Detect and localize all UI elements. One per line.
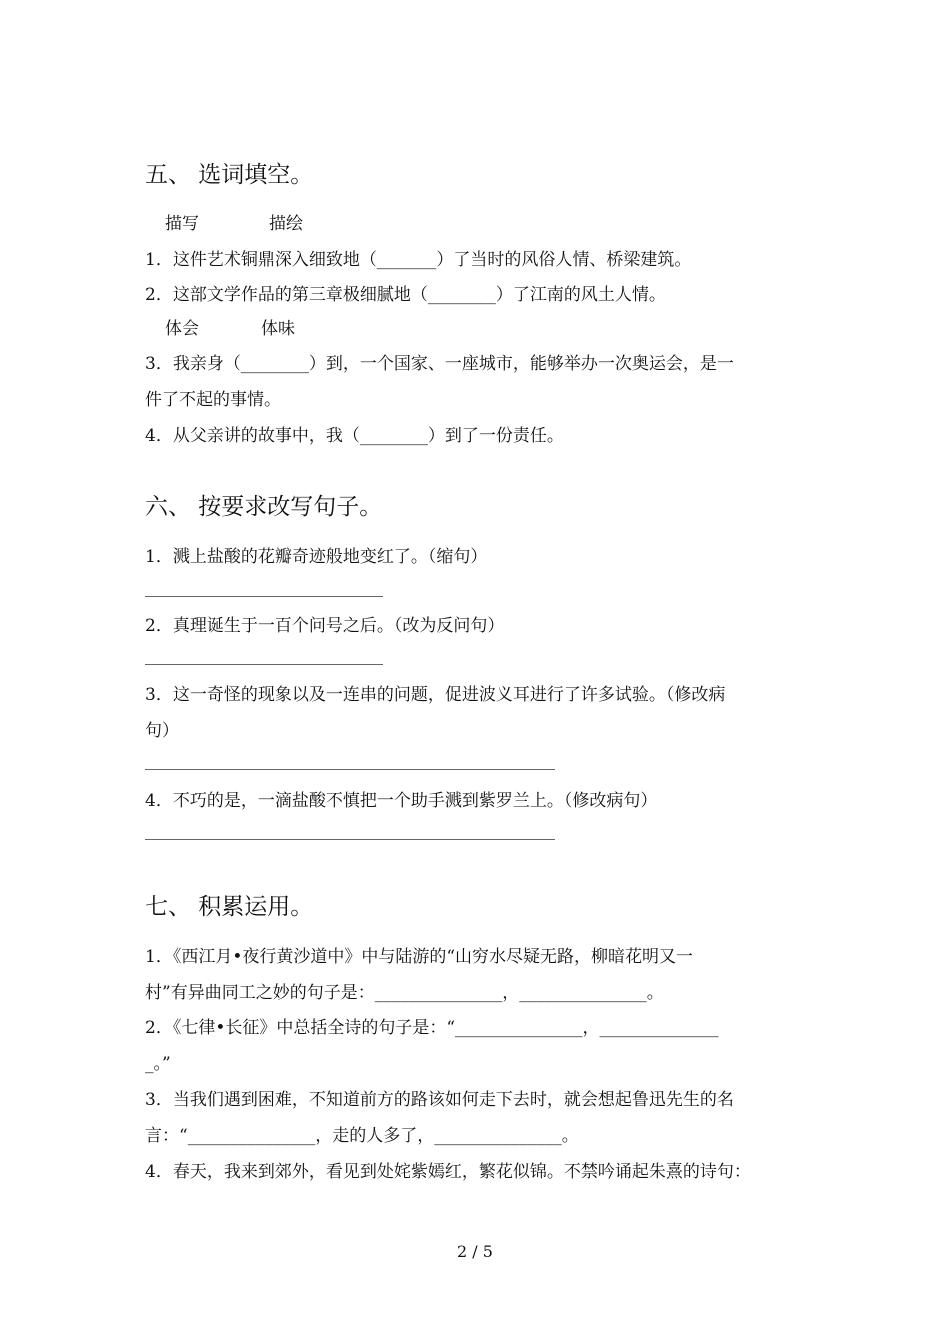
question-line: 1．这件艺术铜鼎深入细致地（_______）了当时的风俗人情、桥梁建筑。 [145,250,692,270]
question-line: 言：“_______________，走的人多了，_______________。 [145,1126,579,1146]
page-number: 2 / 5 [457,1242,493,1261]
question-line: 村”有异曲同工之妙的句子是：_______________，_______________。 [145,983,664,1003]
answer-line [145,596,383,597]
answer-line [145,664,383,665]
section-6-heading: 六、 按要求改写句子。 [145,494,383,520]
answer-line [145,839,555,840]
question-line: 3．当我们遇到困难，不知道前方的路该如何走下去时，就会想起鲁迅先生的名 [145,1090,734,1110]
question-line: 4．不巧的是，一滴盐酸不慎把一个助手溅到紫罗兰上。（修改病句） [145,791,658,811]
question-line: 2．《七律•长征》中总括全诗的句子是：“_______________，______________ [145,1018,719,1038]
question-line: 1．溅上盐酸的花瓣奇迹般地变红了。（缩句） [145,547,488,567]
question-line: 句） [145,721,179,741]
answer-line [145,769,555,770]
question-line: 1．《西江月•夜行黄沙道中》中与陆游的“山穷水尽疑无路，柳暗花明又一 [145,947,694,967]
word-option-tihui: 体会 [165,319,199,339]
question-line: 3．这一奇怪的现象以及一连串的问题，促进波义耳进行了许多试验。（修改病 [145,685,726,705]
question-line: 件了不起的事情。 [145,390,281,410]
question-line: 3．我亲身（________）到，一个国家、一座城市，能够举办一次奥运会，是一 [145,354,734,374]
question-line: 2．真理诞生于一百个问号之后。（改为反问句） [145,616,505,636]
section-5-heading: 五、 选词填空。 [145,162,314,188]
section-7-heading: 七、 积累运用。 [145,894,314,920]
word-option-miaohui: 描绘 [269,214,303,234]
question-line: 4．从父亲讲的故事中，我（________）到了一份责任。 [145,426,564,446]
question-line: 4．春天，我来到郊外，看见到处姹紫嫣红，繁花似锦。不禁吟诵起朱熹的诗句： [145,1162,751,1182]
word-option-tiwei: 体味 [261,319,295,339]
question-line: 2．这部文学作品的第三章极细腻地（________）了江南的风土人情。 [145,285,666,305]
word-option-miaoxie: 描写 [165,214,199,234]
question-line: _。” [145,1054,171,1074]
